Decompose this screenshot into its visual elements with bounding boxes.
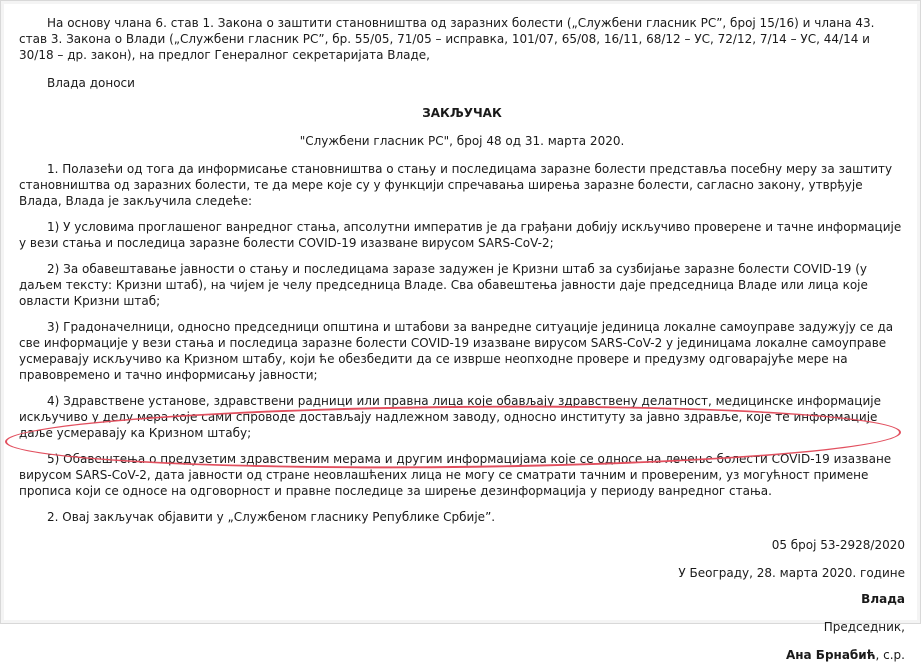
gazette-reference: "Службени гласник РС", број 48 од 31. марта 2020. bbox=[299, 134, 625, 148]
document-title: ЗАКЉУЧАК bbox=[422, 106, 502, 120]
place-date: У Београду, 28. марта 2020. године bbox=[678, 566, 905, 580]
item-2: 2) За обавештавање јавности о стању и последицама заразе задужен је Кризни штаб за сузбијање заразне болести COVID-19 (у даљем тексту: Кризни штаб), на чијем је челу председница Владе. Сва обавештења јавности даје председница Владе или лица које овласти Кризни штаб; bbox=[19, 262, 868, 308]
point-1: 1. Полазећи од тога да информисање становништва о стању и последицама заразне болести представља посебну меру за заштиту становништва од заразних болести, те да мере које су у функцији спречавања ширења заразне болести, сагласно закону, утврђује Влада, Влада је закључила следеће: bbox=[19, 162, 893, 208]
document-body bbox=[19, 15, 905, 663]
signature-line bbox=[19, 647, 905, 663]
signatory-suffix: , с.р. bbox=[875, 648, 905, 662]
point-2: 2. Овај закључак објавити у „Службеном гласнику Републике Србије”. bbox=[47, 510, 496, 524]
item-4: 4) Здравствене установе, здравствени радници или правна лица које обављају здравствену делатност, медицинске информације искључиво у делу мера које сами спроводе достављају надлежном заводу, односно институту за јавно здравље, које те информације даље усмеравају ка Кризном штабу; bbox=[19, 394, 881, 440]
government-label: Влада bbox=[861, 592, 905, 606]
president-title: Председник, bbox=[823, 620, 905, 634]
item-3: 3) Градоначелници, односно председници општина и штабови за ванредне ситуације јединица локалне самоуправе задужују се да све информације у вези стања и последица заразне болести COVID-19 изазване вирусом SARS-CoV-2 у јединицама локалне самоуправе усмеравају искључиво ка Кризном штабу, који ће обезбедити да се изврше неопходне провере и предузму одговарајуће мере на правовремено и тачно информисању јавности; bbox=[19, 320, 894, 382]
item-1: 1) У условима проглашеног ванредног стања, апсолутни императив је да грађани добију искључиво проверене и тачне информације у вези стања и последица заразне болести COVID-19 изазване вирусом SARS-CoV-2; bbox=[19, 220, 902, 250]
signatory-name: Ана Брнабић bbox=[785, 648, 876, 662]
preamble: На основу члана 6. став 1. Закона о заштити становништва од заразних болести („Службени гласник РС”, број 15/16) и члана 43. став 3. Закона о Влади („Службени гласник РС”, бр. 55/05, 71/05 – исправка, 101/07, 65/08, 16/11, 68/12 – УС, 72/12, 7/14 – УС, 44/14 и 30/18 – др. закон), на предлог Генералног секретаријата Владе, bbox=[19, 16, 875, 62]
document-number: 05 број 53-2928/2020 bbox=[771, 538, 905, 552]
item-5: 5) Обавештења о предузетим здравственим мерама и другим информацијама које се односе на лечење болести COVID-19 изазване вирусом SARS-CoV-2, дата јавности од стране неовлашћених лица не могу се сматрати тачним и провереним, уз могућност примене прописа који се односе на одговорност и правне последице за ширење дезинформација у периоду ванредног стања. bbox=[19, 452, 892, 498]
adopts-line: Влада доноси bbox=[47, 76, 135, 90]
